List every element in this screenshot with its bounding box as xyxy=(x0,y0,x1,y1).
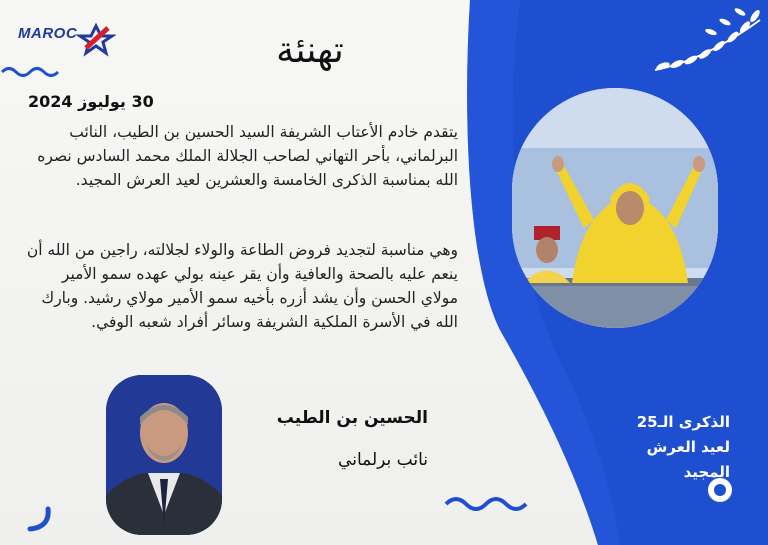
royal-photo xyxy=(512,88,718,328)
date-label: 30 يوليوز 2024 xyxy=(28,92,154,111)
page-title: تهنئة xyxy=(276,30,344,71)
signer-role: نائب برلماني xyxy=(338,450,428,470)
anniversary-text xyxy=(580,410,730,485)
anniversary-line-2: لعيد العرش xyxy=(646,438,730,456)
wave-decoration-top xyxy=(0,65,60,79)
signer-name: الحسين بن الطيب xyxy=(276,408,428,428)
anniversary-line-3: المجيد xyxy=(683,463,730,481)
anniversary-line-1: الذكرى الـ25 xyxy=(636,413,730,431)
curl-decoration xyxy=(24,505,54,533)
wave-decoration-bottom xyxy=(444,494,534,514)
ring-decoration xyxy=(708,478,732,502)
message-paragraph-1: يتقدم خادم الأعتاب الشريفة السيد الحسين بن الطيب، النائب البرلماني، بأحر التهاني لصاحب الجلالة الملك محمد السادس نصره الله بمناسبة الذكرى الخامسة والعشرين لعيد العرش المجيد. xyxy=(37,123,458,189)
message-paragraph-2: وهي مناسبة لتجديد فروض الطاعة والولاء لجلالته، راجين من الله أن ينعم عليه بالصحة والعافية وأن يقر عينه بولي عهده سمو الأمير مولاي الحسن وأن يشد أزره بأخيه سمو الأمير مولاي رشيد. وبارك الله في الأسرة الملكية الشريفة وسائر أفراد شعبه الوفي. xyxy=(26,241,458,331)
wreath-decoration xyxy=(645,0,768,80)
logo-text: MAROC xyxy=(18,25,78,42)
signer-portrait xyxy=(106,375,222,535)
